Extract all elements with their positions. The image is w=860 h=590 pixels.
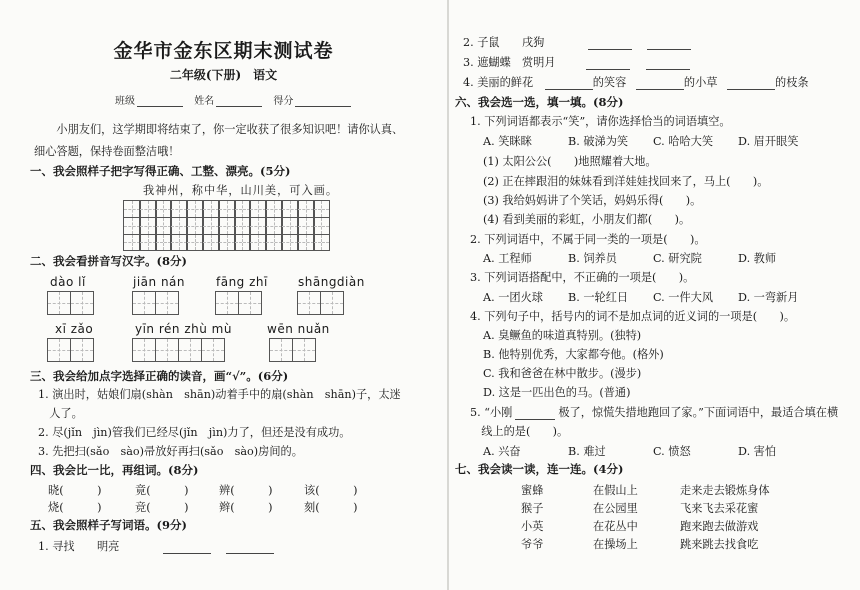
section-7-heading: 七、我会读一读，连一连。(4分) — [455, 462, 624, 476]
s7-c3-1[interactable]: 走来走去锻炼身体 — [680, 484, 770, 497]
s5-blank-3b[interactable] — [646, 58, 690, 70]
s7-c2-4[interactable]: 在操场上 — [593, 538, 638, 551]
s4-r2-c2[interactable]: 竞( ) — [135, 501, 189, 514]
s6-q4-item-c: C. 我和爸爸在林中散步。(漫步) — [483, 367, 642, 380]
answer-box-3[interactable] — [216, 291, 262, 315]
section-5-heading: 五、我会照样子写词语。(9分) — [30, 518, 187, 532]
s6-q5-opt-d: D. 害怕 — [738, 445, 777, 458]
s6-q4-item-a: A. 臭鳜鱼的味道真特别。(独特) — [483, 329, 642, 342]
s5-blank-1b[interactable] — [226, 542, 274, 554]
s6-q3-opt-c: C. 一件大风 — [653, 291, 714, 304]
pinyin-5: xī zǎo — [55, 322, 94, 336]
s5-blank-2b[interactable] — [647, 38, 691, 50]
s4-r1-c3[interactable]: 辨( ) — [219, 484, 273, 497]
s6-q1-opt-c: C. 哈哈大笑 — [653, 135, 714, 148]
answer-box-1[interactable] — [48, 291, 94, 315]
s6-q3-opt-d: D. 一弯新月 — [738, 291, 799, 304]
s6-q2-opt-a: A. 工程师 — [483, 252, 532, 265]
answer-box-5[interactable] — [48, 338, 94, 362]
s6-q4[interactable]: 4. 下列句子中，括号内的词不是加点词的近义词的一项是( )。 — [470, 310, 796, 323]
exam-title: 金华市金东区期末测试卷 — [113, 40, 334, 62]
s6-q1-item-4[interactable]: (4) 看到美丽的彩虹，小朋友们都( )。 — [483, 213, 691, 226]
s5-line-2 — [463, 34, 691, 50]
answer-box-2[interactable] — [133, 291, 179, 315]
s5-blank-3a[interactable] — [586, 58, 630, 70]
class-label: 班级 — [115, 96, 135, 107]
s5-blank-4c[interactable] — [727, 78, 775, 90]
s3-line-1: 1. 演出时，姑娘们扇(shàn shān)动着手中的扇(shàn shān)子，太迷 — [38, 388, 401, 401]
s3-line-2: 人了。 — [38, 407, 83, 420]
s6-q3[interactable]: 3. 下列词语搭配中，不正确的一项是( )。 — [470, 271, 695, 284]
answer-box-4[interactable] — [298, 291, 344, 315]
page-fold — [447, 0, 449, 590]
pinyin-1: dào lǐ — [50, 275, 86, 289]
s6-q4-item-d: D. 这是一匹出色的马。(普通) — [483, 386, 631, 399]
sample-sentence: 我神州，称中华，山川美，可入画。 — [143, 184, 339, 197]
s7-c1-2[interactable]: 猴子 — [521, 502, 544, 515]
s6-q1-opt-b: B. 破涕为笑 — [568, 135, 629, 148]
s7-c3-3[interactable]: 跑来跑去做游戏 — [680, 520, 759, 533]
s6-q3-opt-a: A. 一团火球 — [483, 291, 543, 304]
intro-line-2: 细心答题，保持卷面整洁哦！ — [34, 145, 180, 158]
s6-q1-item-3[interactable]: (3) 我给妈妈讲了个笑话，妈妈乐得( )。 — [483, 194, 702, 207]
s5-blank-1a[interactable] — [163, 542, 211, 554]
answer-box-6[interactable] — [133, 338, 225, 362]
s3-line-4: 3. 先把扫(sǎo sào)帚放好再扫(sǎo sào)房间的。 — [38, 445, 303, 458]
s5-line-3 — [463, 54, 690, 70]
s7-c2-2[interactable]: 在公园里 — [593, 502, 638, 515]
s7-c1-1[interactable]: 蜜蜂 — [521, 484, 544, 497]
s6-q2-opt-d: D. 教师 — [738, 252, 777, 265]
s6-q5-blank[interactable] — [515, 408, 555, 420]
s6-q5-a: 5. “小刚 — [470, 406, 513, 419]
s6-q1-item-1[interactable]: (1) 太阳公公( )地照耀着大地。 — [483, 155, 657, 168]
section-2-heading: 二、我会看拼音写汉字。(8分) — [30, 254, 187, 268]
s4-r2-c4[interactable]: 刻( ) — [304, 501, 358, 514]
s6-q5-line-1 — [470, 404, 838, 420]
exam-subtitle: 二年级(下册) 语文 — [169, 68, 278, 82]
s6-q3-opt-b: B. 一轮红日 — [568, 291, 629, 304]
s7-c1-4[interactable]: 爷爷 — [521, 538, 544, 551]
s4-r1-c2[interactable]: 竟( ) — [135, 484, 189, 497]
section-1-heading: 一、我会照样子把字写得正确、工整、漂亮。(5分) — [30, 164, 291, 178]
s6-q4-item-b: B. 他特别优秀，大家都夸他。(格外) — [483, 348, 664, 361]
s5-line-4-d: 的枝条 — [775, 76, 809, 89]
s6-q5-opt-b: B. 难过 — [568, 445, 606, 458]
s5-blank-4b[interactable] — [636, 78, 684, 90]
s6-q5-b: 极了，惊慌失措地跑回了家。”下面词语中，最适合填在横 — [558, 406, 839, 419]
s5-line-4-c: 的小草 — [683, 76, 718, 89]
intro-line-1: 小朋友们，这学期即将结束了，你一定收获了很多知识吧！请你认真、 — [34, 123, 404, 136]
s6-q1-opt-a: A. 笑眯眯 — [483, 135, 532, 148]
s6-q5-opt-c: C. 愤怒 — [653, 445, 691, 458]
s4-r2-c3[interactable]: 辫( ) — [219, 501, 273, 514]
s3-line-3: 2. 尽(jǐn jìn)管我们已经尽(jǐn jìn)力了，但还是没有成功。 — [38, 426, 351, 439]
s6-q1-opt-d: D. 眉开眼笑 — [738, 135, 799, 148]
s4-r1-c1[interactable]: 晓( ) — [48, 484, 102, 497]
s5-blank-4a[interactable] — [545, 78, 593, 90]
s5-line-4-a: 4. 美丽的鲜花 — [463, 76, 534, 89]
s5-line-1-text: 1. 寻找 明亮 — [38, 540, 120, 553]
s5-line-3-text: 3. 遮蝴蝶 赏明月 — [463, 56, 556, 69]
pinyin-4: shāngdiàn — [298, 275, 365, 289]
s7-c3-4[interactable]: 跳来跳去找食吃 — [680, 538, 759, 551]
s6-q5-opt-a: A. 兴奋 — [483, 445, 521, 458]
section-3-heading: 三、我会给加点字选择正确的读音，画“√”。(6分) — [30, 369, 289, 383]
section-6-heading: 六、我会选一选，填一填。(8分) — [455, 95, 624, 109]
s5-line-2-text: 2. 子鼠 戌狗 — [463, 36, 545, 49]
s7-c2-1[interactable]: 在假山上 — [593, 484, 638, 497]
s6-q5-line-2[interactable]: 线上的是( )。 — [470, 425, 569, 438]
pinyin-2: jiān nán — [133, 275, 186, 289]
writing-grid[interactable] — [124, 201, 329, 251]
s7-c1-3[interactable]: 小英 — [521, 520, 544, 533]
s5-blank-2a[interactable] — [588, 38, 632, 50]
s6-q2[interactable]: 2. 下列词语中，不属于同一类的一项是( )。 — [470, 233, 706, 246]
student-info — [115, 92, 359, 107]
pinyin-6: yīn rén zhù mù — [135, 322, 232, 336]
s5-line-4-b: 的笑容 — [592, 76, 627, 89]
answer-box-7[interactable] — [270, 338, 316, 362]
s6-q1-item-2[interactable]: (2) 正在摔跟泪的妹妹看到洋娃娃找回来了，马上( )。 — [483, 175, 769, 188]
s5-line-1 — [38, 538, 274, 554]
s6-q2-opt-b: B. 饲养员 — [568, 252, 617, 265]
section-4-heading: 四、我会比一比，再组词。(8分) — [30, 463, 199, 477]
s5-line-4 — [463, 74, 809, 90]
s6-q1: 1. 下列词语都表示“笑”，请你选择恰当的词语填空。 — [470, 115, 731, 128]
s4-r1-c4[interactable]: 该( ) — [304, 484, 358, 497]
s7-c3-2[interactable]: 飞来飞去采花蜜 — [680, 502, 759, 515]
s7-c2-3[interactable]: 在花丛中 — [593, 520, 638, 533]
pinyin-7: wēn nuǎn — [267, 322, 330, 336]
name-field[interactable] — [216, 95, 262, 107]
score-field[interactable] — [295, 95, 351, 107]
pinyin-3: fāng zhī — [216, 275, 268, 289]
score-label: 得分 — [273, 96, 294, 107]
s6-q2-opt-c: C. 研究院 — [653, 252, 702, 265]
class-field[interactable] — [137, 95, 183, 107]
name-label: 姓名 — [194, 96, 215, 107]
s4-r2-c1[interactable]: 烧( ) — [48, 501, 102, 514]
